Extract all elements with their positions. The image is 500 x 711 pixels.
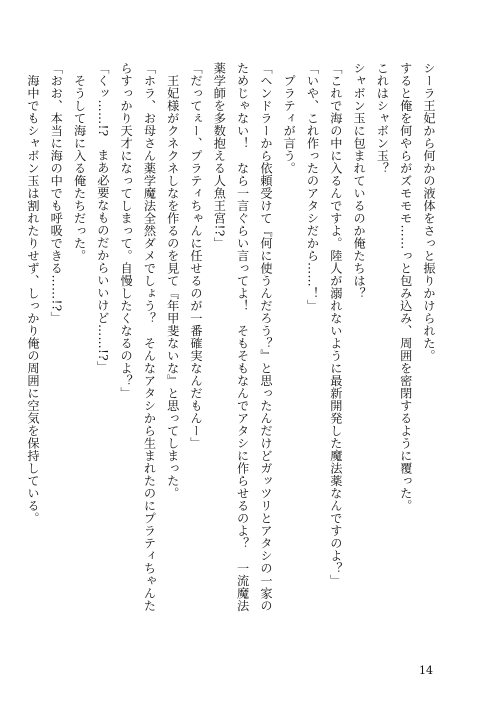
text-line: 「ホラ、お母さん薬学魔法全然ダメでしょう？ そんなアタシから生まれたのにプラティちゃんた [142, 62, 157, 612]
text-line: 薬学師を多数抱える人魚王宮!?」 [212, 62, 227, 250]
text-line: 「だってぇー、プラティちゃんに任せるのが一番確実なんだもんー」 [189, 62, 204, 450]
text-line: 「これで海の中に入るんですよ。陸人が溺れないように最新開発した魔法薬なんですのよ？」 [328, 62, 343, 587]
text-line: シャボン玉に包まれているのか俺たちは？ [352, 62, 367, 300]
text-line: 「くッ……!? まあ必要なものだからいいけど……!?」 [95, 62, 110, 374]
text-line: ためじゃない！ なら一言ぐらい言ってよ！ そもそもなんでアタシに作らせるのよ？ 一流魔法 [235, 62, 250, 612]
text-line: らすっかり天才になってしまって。自慢したくなるのよ？」 [119, 62, 134, 400]
text-line: 「ヘンドラーから依頼受けて『何に使うんだろう？』と思ったんだけどガッツリとアタシの一家の [258, 62, 273, 612]
text-line: 「おお、本当に海の中でも呼吸できる……!?」 [49, 62, 64, 325]
text-line: シーラ王妃から何かの液体をさっと振りかけられた。 [422, 62, 436, 362]
text-line: そうして海に入る俺たちだった。 [72, 62, 87, 262]
page-number: 14 [419, 664, 433, 677]
text-line: 王妃様がクネクネしなを作るのを見て『年甲斐ないな』と思ってしまった。 [165, 62, 180, 500]
body-text [21, 62, 440, 647]
text-line: 海中でもシャボン玉は割れたりせず、しっかり俺の周囲に空気を保持している。 [25, 62, 40, 525]
text-line: プラティが言う。 [282, 62, 297, 175]
text-line: これはシャボン玉？ [375, 62, 390, 175]
text-line: 「いや、これ作ったのアタシだから……！」 [305, 62, 320, 312]
text-line: すると俺を何やらがズモモモ……っと包み込み、周囲を密閉するように覆った。 [398, 62, 413, 512]
